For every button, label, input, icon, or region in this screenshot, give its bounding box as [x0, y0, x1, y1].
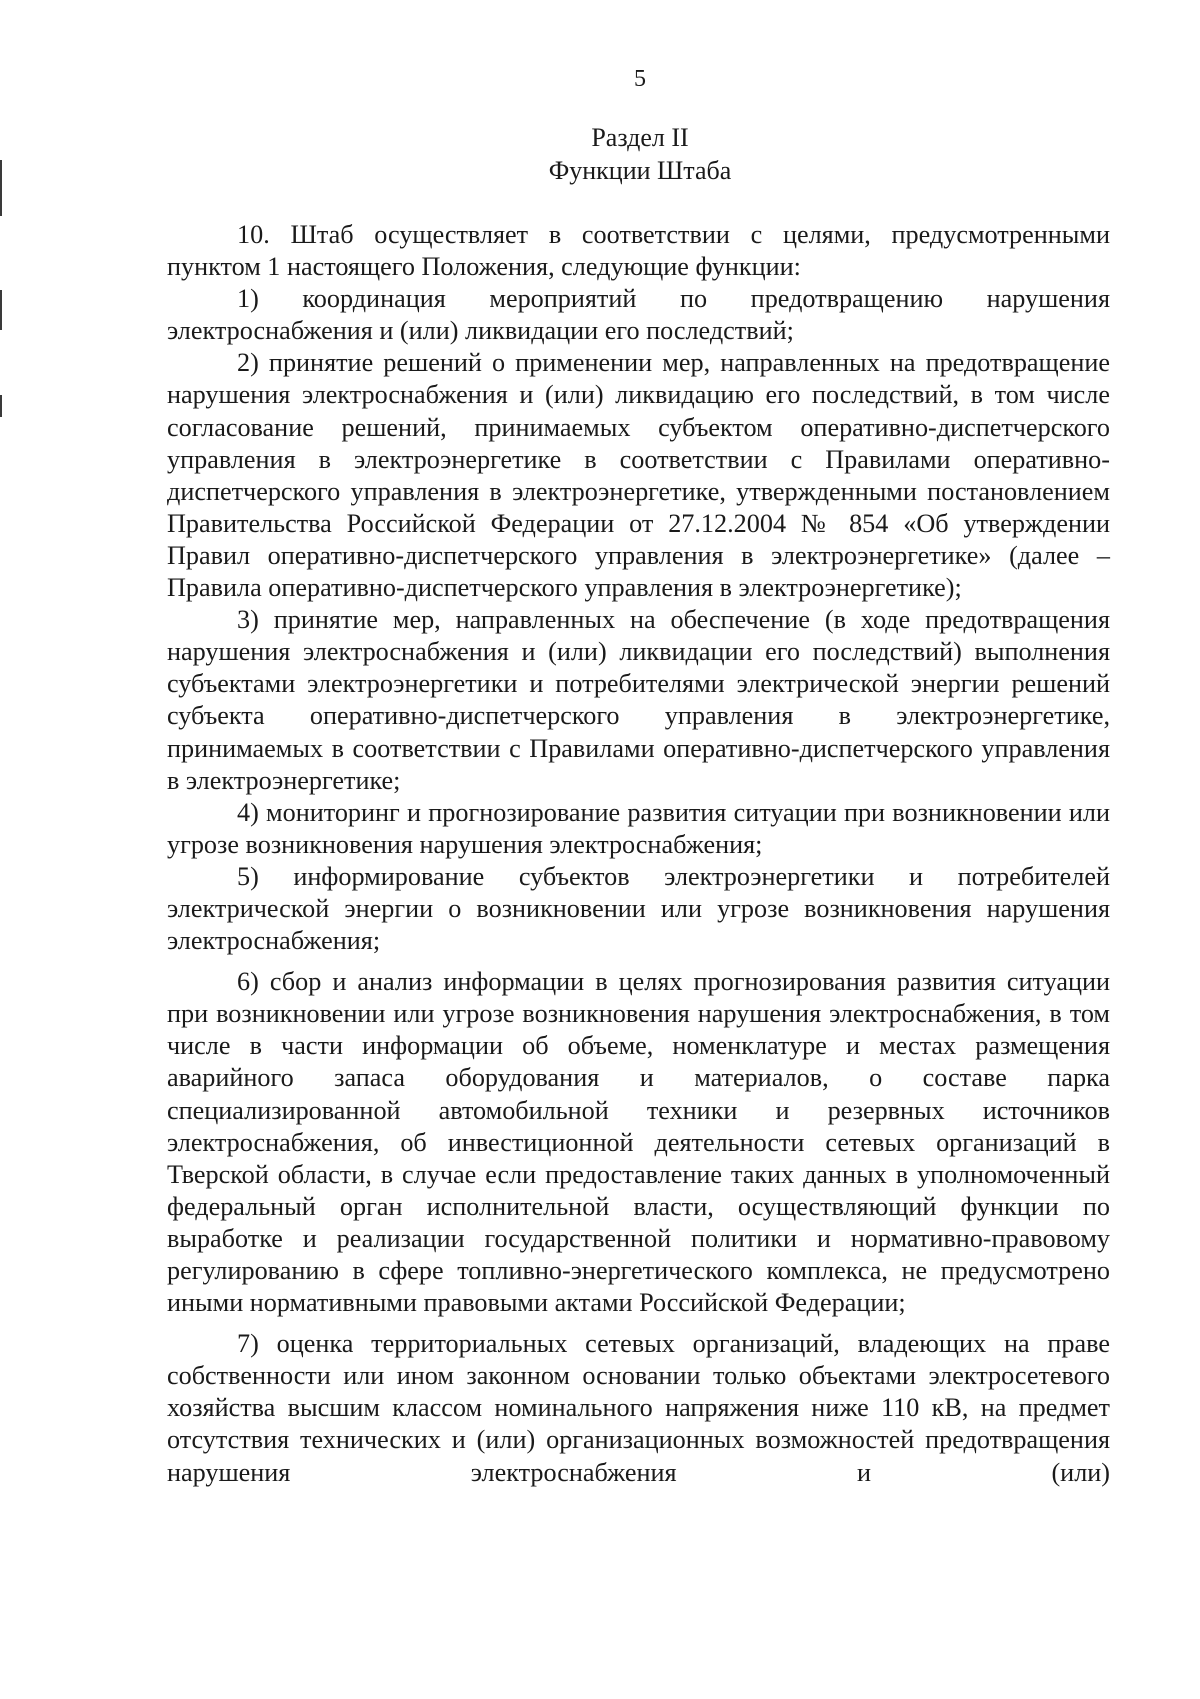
scan-edge-mark [0, 395, 2, 417]
list-item-1: 1) координация мероприятий по предотвращению нарушения электроснабжения и (или) ликвидации его последствий; [167, 284, 1110, 346]
paragraph-10: 10. Штаб осуществляет в соответствии с целями, предусмотренными пунктом 1 настоящего Положения, следующие функции: [167, 220, 1110, 282]
page-number: 5 [634, 66, 646, 92]
document-body [167, 219, 1110, 1489]
section-label: Раздел II [591, 123, 689, 152]
list-item-4: 4) мониторинг и прогнозирование развития ситуации при возникновении или угрозе возникновения нарушения электроснабжения; [167, 797, 1110, 859]
list-item-7: 7) оценка территориальных сетевых организаций, владеющих на праве собственности или ином законном основании только объектами электросетевого хозяйства высшим классом номинального напряжения ниже 110 кВ, на предмет отсутствия технических и (или) организационных возможностей предотвращения нарушения электроснабжения и (или) [167, 1329, 1110, 1487]
list-item-6: 6) сбор и анализ информации в целях прогнозирования развития ситуации при возникновении или угрозе возникновения нарушения электроснабжения, в том числе в части информации об объеме, номенклатуре и местах размещения аварийного запаса оборудования и материалов, о составе парка специализированной автомобильной техники и резервных источников электроснабжения, об инвестиционной деятельности сетевых организаций в Тверской области, в случае если предоставление таких данных в уполномоченный федеральный орган исполнительной власти, осуществляющий функции по выработке и реализации государственной политики и нормативно-правовому регулированию в сфере топливно-энергетического комплекса, не предусмотрено иными нормативными правовыми актами Российской Федерации; [167, 967, 1110, 1318]
section-title: Функции Штаба [548, 156, 732, 185]
list-item-2: 2) принятие решений о применении мер, направленных на предотвращение нарушения электроснабжения и (или) ликвидацию его последствий, в том числе согласование решений, принимаемых субъектом оперативно-диспетчерского управления в электроэнергетике в соответствии с Правилами оперативно-диспетчерского управления в электроэнергетике, утвержденными постановлением Правительства Российской Федерации от 27.12.2004 № 854 «Об утверждении Правил оперативно-диспетчерского управления в электроэнергетике» (далее – Правила оперативно-диспетчерского управления в электроэнергетике); [167, 348, 1110, 603]
list-item-5: 5) информирование субъектов электроэнергетики и потребителей электрической энергии о возникновении или угрозе возникновения нарушения электроснабжения; [167, 861, 1110, 956]
scan-edge-mark [0, 290, 2, 330]
list-item-3: 3) принятие мер, направленных на обеспечение (в ходе предотвращения нарушения электроснабжения и (или) ликвидации его последствий) выполнения субъектами электроэнергетики и потребителями электрической энергии решений субъекта оперативно-диспетчерского управления в электроэнергетике, принимаемых в соответствии с Правилами оперативно-диспетчерского управления в электроэнергетике; [167, 605, 1110, 795]
